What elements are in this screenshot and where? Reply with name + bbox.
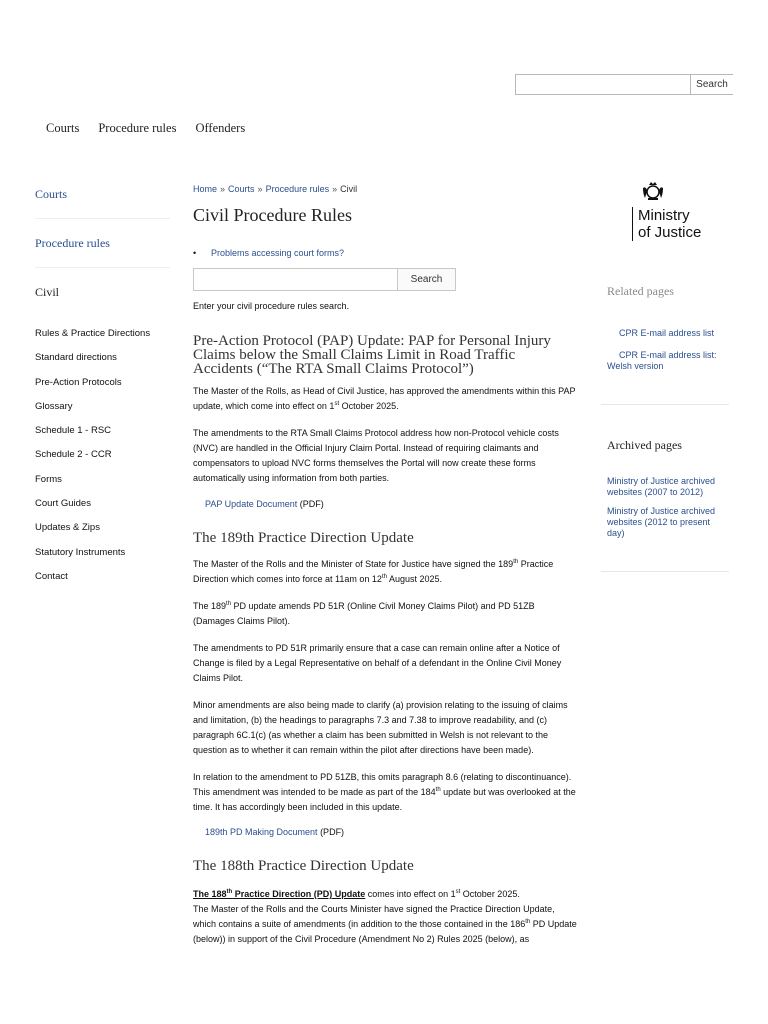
pd189-paragraph-1: The Master of the Rolls and the Minister of State for Justice have signed the 189th Practice Direction which comes into force at 11am on 12th August 2025. — [193, 559, 554, 584]
archived-pages — [607, 438, 729, 539]
sidebar-item-pre-action-protocols[interactable]: Pre-Action Protocols — [35, 376, 122, 388]
main-content — [193, 184, 578, 947]
sidebar-item-statutory-instruments[interactable]: Statutory Instruments — [35, 546, 126, 558]
sidebar-item-rules-practice-directions[interactable]: Rules & Practice Directions — [35, 328, 151, 339]
pd188-paragraph-1: The 188th Practice Direction (PD) Update comes into effect on 1st October 2025. The Master of the Rolls and the Courts Minister have signed the Practice Direction Update, which contains a suite of amendments (in addition to the those contained in the 186th PD Update (below)) in support of the Civil Procedure (Amendment No 2) Rules 2025 (below), as — [193, 889, 577, 944]
civil-rules-search-button[interactable]: Search — [398, 268, 456, 291]
archived-link-2007-2012[interactable]: Ministry of Justice archived websites (2007 to 2012) — [607, 476, 716, 497]
pap-document: PAP Update Document (PDF) — [205, 499, 324, 509]
nav-offenders[interactable]: Offenders — [195, 121, 246, 135]
sidebar-item-forms[interactable]: Forms — [35, 473, 62, 485]
sidebar-item-updates-zips[interactable]: Updates & Zips — [35, 522, 100, 534]
sidebar-section-civil[interactable]: Civil — [35, 285, 60, 299]
sidebar-section-procedure-rules[interactable]: Procedure rules — [35, 219, 170, 268]
sidebar-section-courts[interactable]: Courts — [35, 170, 170, 219]
page-title: Civil Procedure Rules — [193, 205, 352, 225]
sidebar-item-court-guides[interactable]: Court Guides — [35, 498, 91, 510]
pap-paragraph-1: The Master of the Rolls, as Head of Civil Justice, has approved the amendments within this PAP update, which come into effect on 1st October 2025. — [193, 386, 576, 411]
related-pages — [607, 284, 729, 372]
sidebar-item-standard-directions[interactable]: Standard directions — [35, 352, 117, 364]
breadcrumb-separator: » — [332, 184, 338, 194]
sidebar-item-contact[interactable]: Contact — [35, 570, 68, 582]
pd189-paragraph-2: The 189th PD update amends PD 51R (Online Civil Money Claims Pilot) and PD 51ZB (Damages Claims Pilot). — [193, 601, 535, 626]
pap-document-link[interactable]: PAP Update Document — [205, 499, 298, 509]
civil-rules-search — [193, 268, 456, 291]
pd189-document: 189th PD Making Document (PDF) — [205, 827, 345, 837]
site-search-input[interactable] — [515, 74, 691, 95]
sidebar-item-glossary[interactable]: Glossary — [35, 400, 73, 412]
sidebar-item-schedule-2[interactable]: Schedule 2 - CCR — [35, 449, 112, 461]
breadcrumb-home[interactable]: Home — [193, 184, 218, 194]
related-link-cpr-email[interactable]: CPR E-mail address list — [619, 328, 715, 338]
breadcrumb-courts[interactable]: Courts — [228, 184, 255, 194]
sidebar-item-schedule-1[interactable]: Schedule 1 - RSC — [35, 425, 112, 437]
site-search-button[interactable]: Search — [691, 74, 733, 95]
site-search — [515, 74, 733, 96]
related-link-cpr-email-welsh[interactable]: CPR E-mail address list: Welsh version — [607, 350, 717, 371]
nav-courts[interactable]: Courts — [46, 121, 80, 135]
breadcrumb-procedure-rules[interactable]: Procedure rules — [265, 184, 330, 194]
right-divider-1 — [601, 404, 729, 405]
pd189-document-link[interactable]: 189th PD Making Document — [205, 827, 318, 837]
pap-update-heading: Pre-Action Protocol (PAP) Update: PAP for Personal Injury Claims below the Small Claims Limit in Road Traffic Accidents (“The RTA Small Claims Protocol”) — [193, 333, 551, 377]
civil-rules-search-input[interactable] — [193, 268, 398, 291]
pap-paragraph-2: The amendments to the RTA Small Claims Protocol address how non-Protocol vehicle costs (NVC) are handled in the Official Injury Claim Portal. Instead of requiring claimants and compensators to upload NVC forms themselves the Portal will now create these forms automatically using information from both parties. — [193, 428, 559, 483]
pd188-update-link[interactable]: The 188th Practice Direction (PD) Update — [193, 889, 366, 899]
pd189-paragraph-4: Minor amendments are also being made to clarify (a) provision relating to the issuing of claims and limitation, (b) the headings to paragraphs 7.3 and 7.38 to improve readability, and (c) paragraph 6C.1(c) (as whether a claim has been submitted in Welsh is not relevant to the question as to whether it can remain within the pilot after directions have been made). — [193, 700, 568, 755]
sidebar — [35, 170, 170, 594]
pd188-heading: The 188th Practice Direction Update — [193, 858, 414, 874]
nav-procedure-rules[interactable]: Procedure rules — [98, 121, 177, 135]
pd189-paragraph-3: The amendments to PD 51R primarily ensure that a case can remain online after a Notice of Change is filed by a Legal Representative on behalf of a defendant in the Online Civil Money Claims Pilot. — [193, 643, 562, 683]
forms-help-item — [193, 248, 578, 258]
breadcrumb — [193, 184, 578, 194]
logo-bar — [632, 207, 633, 241]
sidebar-list — [35, 327, 170, 594]
forms-help-link[interactable]: Problems accessing court forms? — [211, 248, 345, 258]
archived-link-2012-present[interactable]: Ministry of Justice archived websites (2012 to present day) — [607, 506, 716, 538]
royal-crest-icon — [640, 180, 666, 202]
right-divider-2 — [601, 571, 729, 572]
pd189-heading: The 189th Practice Direction Update — [193, 530, 414, 546]
related-pages-heading: Related pages — [607, 284, 674, 298]
logo-text: Ministry of Justice — [638, 207, 702, 241]
pd189-paragraph-5: In relation to the amendment to PD 51ZB, this omits paragraph 8.6 (relating to discontinuance). This amendment was intended to be made as part of the 184th update but was overlooked at the time. It has accordingly been included in this update. — [193, 772, 576, 812]
breadcrumb-separator: » — [257, 184, 263, 194]
breadcrumb-current: Civil — [340, 184, 358, 194]
archived-pages-heading: Archived pages — [607, 438, 682, 452]
search-hint: Enter your civil procedure rules search. — [193, 301, 350, 311]
bullet-icon: • — [193, 248, 197, 258]
breadcrumb-separator: » — [220, 184, 226, 194]
top-nav — [46, 121, 245, 136]
